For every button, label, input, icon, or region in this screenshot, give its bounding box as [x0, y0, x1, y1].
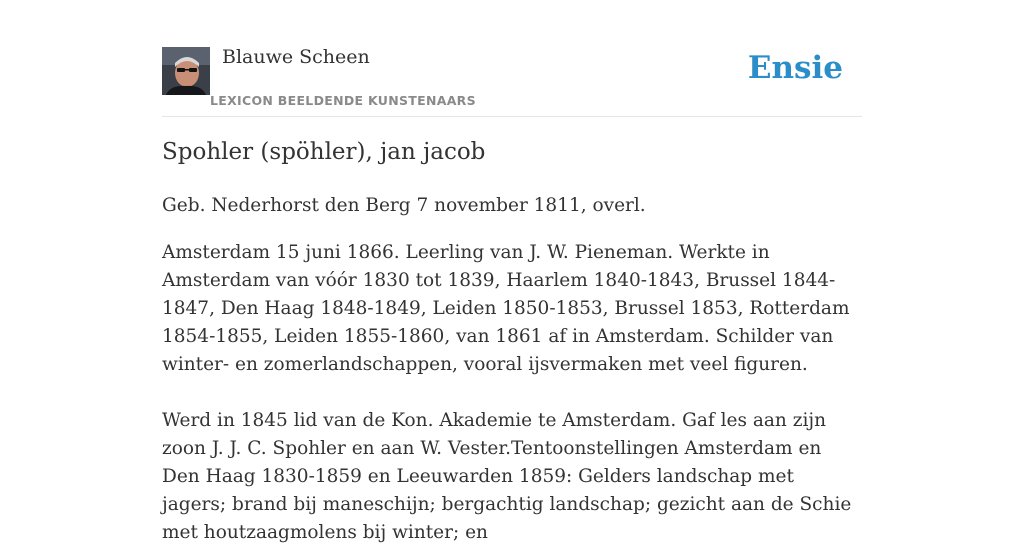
author-name[interactable]: Blauwe Scheen	[222, 46, 370, 68]
article-body	[162, 192, 862, 547]
avatar-image	[162, 47, 210, 95]
paragraph-exhibitions: Werd in 1845 lid van de Kon. Akademie te Amsterdam. Gaf les aan zijn zoon J. J. C. Spohler en aan W. Vester.Tentoonstellingen Amsterdam en Den Haag 1830-1859 en Leeuwarden 1859: Gelders landschap met jagers; brand bij maneschijn; bergachtig landschap; gezicht aan de Schie met houtzaagmolens bij winter; en	[162, 410, 852, 543]
source-label[interactable]: LEXICON BEELDENDE KUNSTENAARS	[210, 93, 476, 108]
paragraph-birth: Geb. Nederhorst den Berg 7 november 1811, overl.	[162, 195, 646, 216]
avatar[interactable]	[162, 47, 210, 95]
brand-logo[interactable]: Ensie	[747, 50, 843, 86]
header	[162, 0, 862, 117]
article-title: Spohler (spöhler), jan jacob	[162, 139, 486, 165]
paragraph-biography: Amsterdam 15 juni 1866. Leerling van J. W. Pieneman. Werkte in Amsterdam van vóór 1830 tot 1839, Haarlem 1840-1843, Brussel 1844-1847, Den Haag 1848-1849, Leiden 1850-1853, Brussel 1853, Rotterdam 1854-1855, Leiden 1855-1860, van 1861 af in Amsterdam. Schilder van winter- en zomerlandschappen, vooral ijsvermaken met veel figuren.	[162, 242, 850, 375]
